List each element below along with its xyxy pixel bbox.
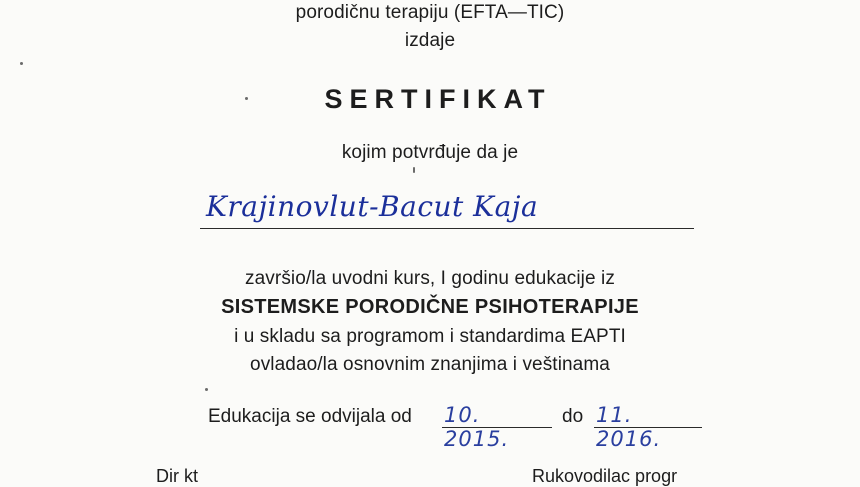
to-date: 11. 2016.	[596, 403, 662, 451]
standards-text: i u skladu sa programom i standardima EAPTI	[234, 326, 626, 347]
issuing-organization: porodičnu terapiju (EFTA—TIC)	[295, 2, 565, 23]
director-label: Dir kt	[156, 466, 198, 486]
program-lead-label: Rukovodilac progr	[532, 466, 678, 486]
to-date-field	[594, 403, 702, 451]
certificate-title: SERTIFIKAT	[324, 84, 552, 114]
program-name: SISTEMSKE PORODIČNE PSIHOTERAPIJE	[221, 296, 639, 318]
knowledge-text: ovladao/la osnovnim znanjima i veštinama	[250, 354, 610, 375]
education-to-label: do	[562, 406, 584, 427]
paper-speck	[205, 388, 208, 391]
from-date: 10. 2015.	[444, 403, 510, 451]
recipient-name-line	[200, 188, 694, 229]
from-date-field	[442, 403, 552, 451]
completion-text: završio/la uvodni kurs, I godinu edukacije iz	[245, 268, 615, 289]
recipient-name: Krajinovlut-Bacut Kaja	[206, 190, 539, 223]
education-from-label: Edukacija se odvijala od	[208, 406, 412, 427]
paper-speck	[20, 62, 23, 65]
education-period	[0, 403, 860, 451]
confirms-text: kojim potvrđuje da je	[341, 142, 519, 163]
paper-speck	[413, 167, 415, 173]
issues-text: izdaje	[404, 30, 456, 51]
